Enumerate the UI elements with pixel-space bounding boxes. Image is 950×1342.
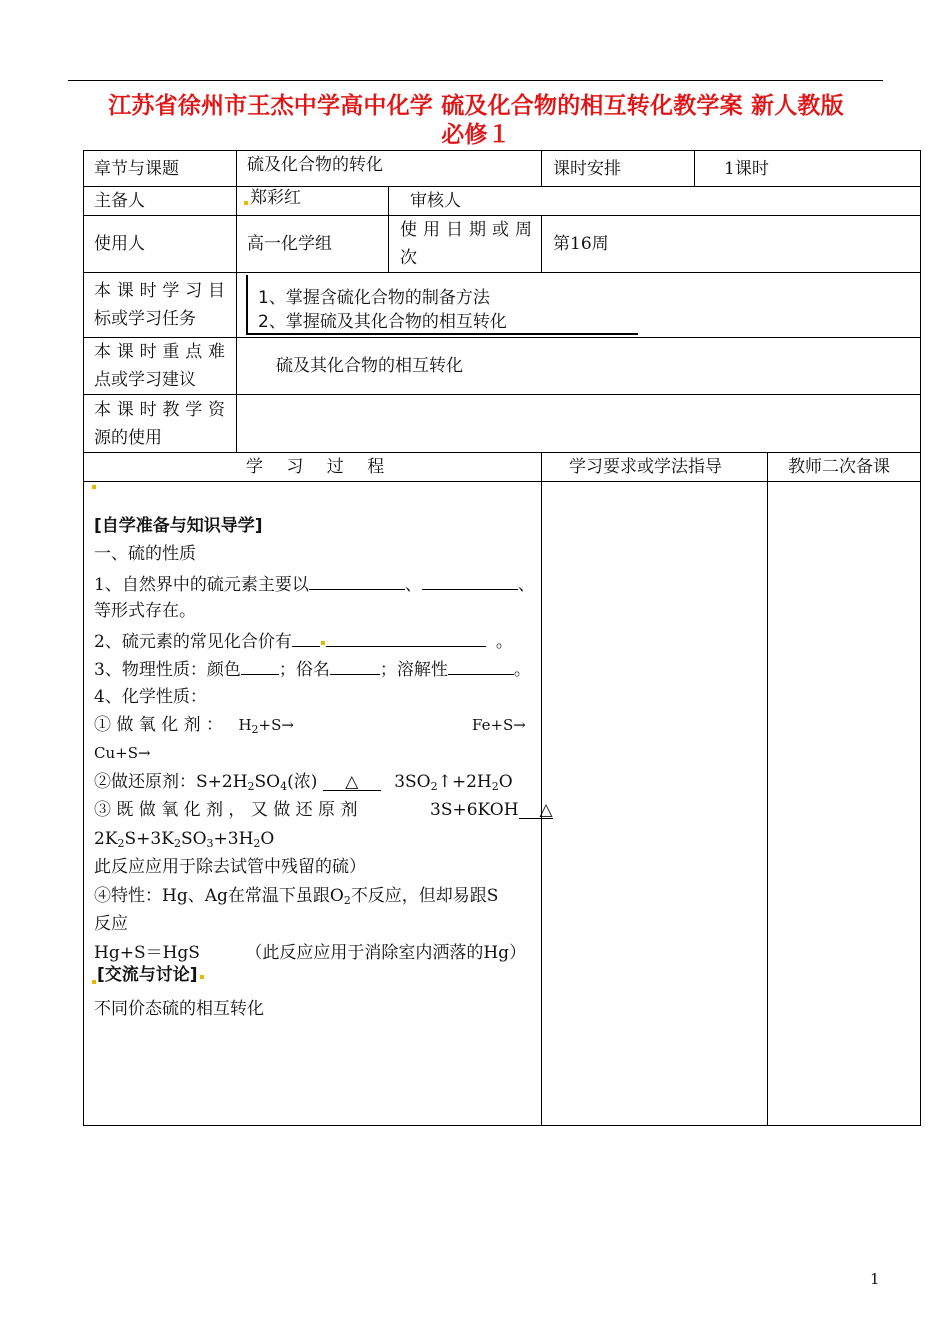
q2-blank-1[interactable] [292, 629, 320, 647]
focus-label-line2: 点或学习建议 [94, 370, 196, 390]
q2-text: 2、硫元素的常见化合价有 [94, 632, 292, 652]
q2-end: 。 [495, 632, 513, 652]
date-value: 第16周 [553, 234, 609, 254]
q3-solubility-blank[interactable] [448, 657, 514, 675]
guide-header: 学习要求或学法指导 [569, 457, 722, 477]
q1-text: 1、自然界中的硫元素主要以 [94, 575, 309, 595]
discuss-text: 不同价态硫的相互转化 [94, 999, 264, 1019]
page-number: 1 [870, 1270, 880, 1288]
document-title [62, 92, 890, 150]
reviewer-label: 审核人 [410, 191, 461, 211]
oxidizer-eq-1: $H_2+S\to$ [238, 716, 294, 736]
preparer-value: 郑彩红 [250, 188, 301, 208]
goal-item-1: 1、掌握含硫化合物的制备方法 [258, 288, 490, 308]
col-rule [541, 150, 542, 187]
title-line-2: 必修１ [441, 122, 511, 148]
hours-label: 课时安排 [553, 159, 621, 179]
date-label-line1: 使用日期或周 [400, 220, 532, 240]
user-label: 使用人 [94, 234, 145, 254]
mercury-line [94, 942, 534, 964]
q2-blank-2[interactable] [326, 629, 486, 647]
section-prep-heading: [自学准备与知识导学] [94, 516, 263, 536]
q1-end: 、 [517, 575, 535, 595]
q3-color-label: 3、物理性质：颜色 [94, 660, 241, 680]
both-products: $2K_2S+3K_2SO_3+3H_2O$ [94, 829, 275, 850]
both-label: ③ 既 做 氧 化 剂 ， 又 做 还 原 剂 [94, 800, 358, 820]
question-1 [94, 572, 534, 596]
goal-label-line1: 本课时学习目 [94, 281, 225, 301]
feature-line: ④特性：Hg、Ag在常温下虽跟$O_2$不反应，但却易跟S [94, 886, 499, 907]
q3-name-blank[interactable] [330, 657, 380, 675]
col-rule [236, 150, 237, 452]
heading-sulfur-properties: 一、硫的性质 [94, 544, 196, 564]
question-2 [94, 629, 534, 653]
q3-color-blank[interactable] [241, 657, 279, 675]
col-rule [541, 452, 542, 1126]
q3-name-label: ；俗名 [278, 660, 330, 680]
row-rule [83, 481, 921, 482]
question-3 [94, 657, 534, 681]
hours-value: 1课时 [724, 159, 769, 179]
marker-dot [200, 975, 204, 979]
col-rule [541, 215, 542, 273]
chapter-value: 硫及化合物的转化 [247, 155, 383, 175]
row-rule [83, 394, 921, 395]
mercury-note: （此反应应用于消除室内洒落的Hg） [245, 943, 527, 963]
q1-blank-2[interactable] [422, 572, 518, 590]
both-equation: 3S+6KOH △ [430, 800, 553, 820]
oxidizer-label: ① 做 氧 化 剂 ： [94, 715, 224, 735]
preparer-label: 主备人 [94, 191, 145, 211]
oxidizer-eq-2: Fe+S→ [472, 716, 526, 734]
both-heat-mark: △ [519, 799, 553, 819]
teacher-header: 教师二次备课 [788, 457, 890, 477]
q1-separator: 、 [404, 575, 422, 595]
question-4: 4、化学性质： [94, 687, 207, 707]
reducer-heat-mark: △ [323, 771, 381, 791]
section-discuss-heading: [交流与讨论] [97, 964, 537, 986]
both-note: 此反应应用于除去试管中残留的硫） [94, 857, 366, 877]
oxidizer-eq-3: Cu+S→ [94, 744, 151, 762]
focus-value: 硫及其化合物的相互转化 [276, 356, 463, 376]
col-rule [388, 186, 389, 273]
date-label-line2: 次 [400, 248, 417, 268]
goal-label-line2: 标或学习任务 [94, 309, 196, 329]
q1-blank-1[interactable] [309, 572, 405, 590]
feature-line-cont: 反应 [94, 914, 128, 934]
resource-label-line1: 本课时教学资 [94, 400, 225, 420]
process-header: 学 习 过 程 [246, 457, 388, 477]
marker-dot [92, 980, 96, 984]
oxidizer-line [94, 714, 534, 741]
q3-end: 。 [513, 660, 531, 680]
reducer-line: ②做还原剂：$S+2H_2SO_4$(浓) △ $3SO_2↑+2H_2O$ [94, 772, 513, 793]
marker-dot [244, 201, 248, 205]
top-rule [68, 80, 883, 81]
resource-label-line2: 源的使用 [94, 428, 162, 448]
row-rule [83, 272, 921, 273]
col-rule [694, 150, 695, 187]
marker-dot [321, 641, 325, 645]
goals-box [246, 275, 638, 335]
user-value: 高一化学组 [247, 234, 332, 254]
title-line-1: 江苏省徐州市王杰中学高中化学 硫及化合物的相互转化教学案 新人教版 [108, 93, 844, 119]
mercury-equation: Hg+S＝HgS [94, 943, 200, 963]
row-rule [83, 186, 921, 187]
q3-solubility-label: ；溶解性 [379, 660, 448, 680]
focus-label-line1: 本课时重点难 [94, 342, 225, 362]
chapter-label: 章节与课题 [94, 159, 179, 179]
marker-dot [92, 485, 96, 489]
col-rule [767, 452, 768, 1126]
goal-item-2: 2、掌握硫及其化合物的相互转化 [258, 312, 507, 332]
question-1-cont: 等形式存在。 [94, 601, 196, 621]
reducer-products: $3SO_2↑+2H_2O$ [394, 772, 513, 793]
